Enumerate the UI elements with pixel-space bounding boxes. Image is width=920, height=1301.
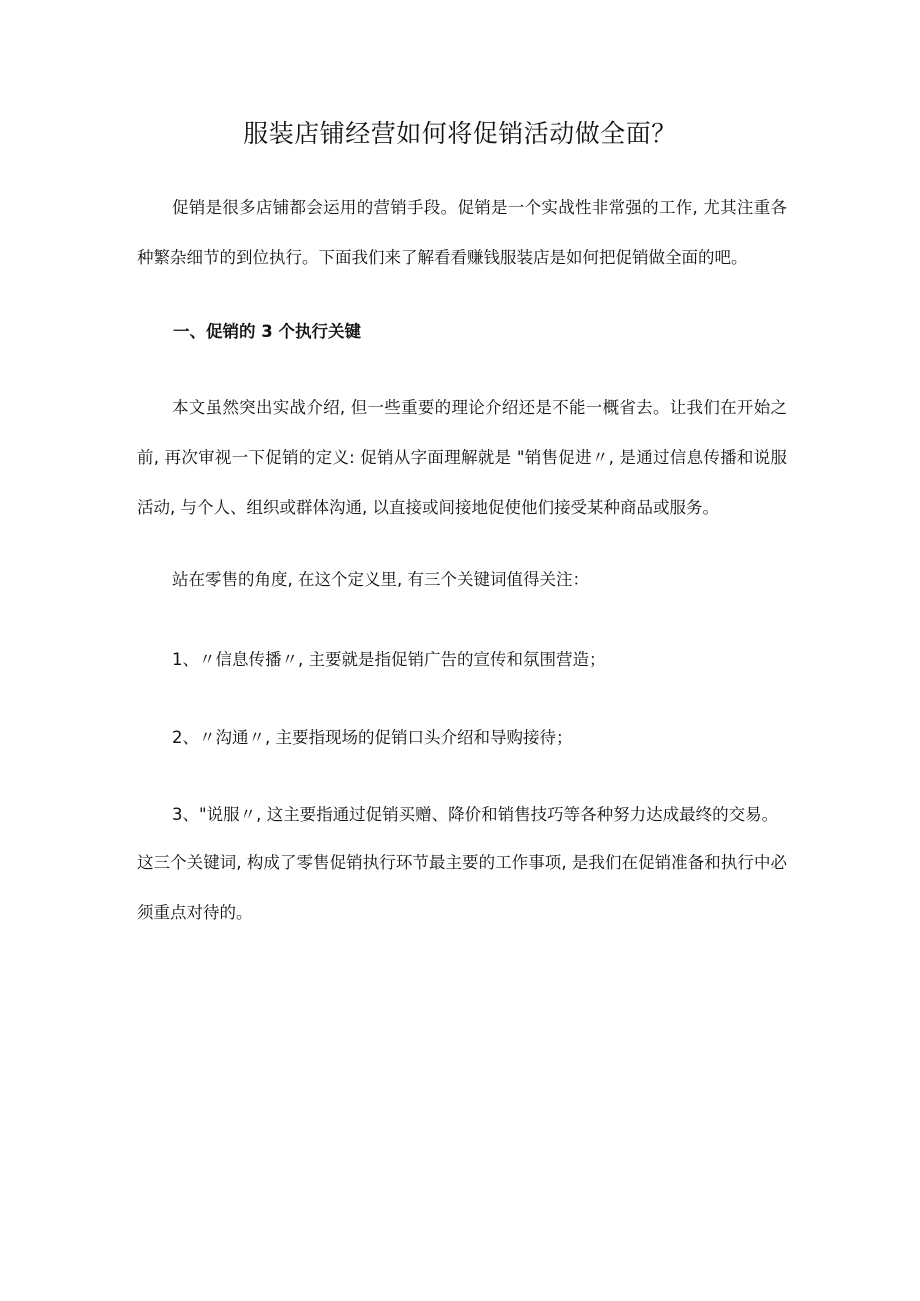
point-one: 1、〃信息传播〃, 主要就是指促销广告的宣传和氛围营造； xyxy=(172,650,606,669)
definition-paragraph: 本文虽然突出实战介绍, 但一些重要的理论介绍还是不能一概省去。让我们在开始之前, 再次审视一下促销的定义: 促销从字面理解就是 "销售促进〃, 是通过信息传播和说服活动, 与个人、组织或群体沟通, 以直接或间接地促使他们接受某种商品或服务。 xyxy=(137,398,787,517)
perspective-paragraph: 站在零售的角度, 在这个定义里, 有三个关键词值得关注： xyxy=(172,570,589,589)
point-three: 3、"说服〃, 这主要指通过促销买赠、降价和销售技巧等各种努力达成最终的交易。 xyxy=(172,805,779,824)
document-title: 服装店铺经营如何将促销活动做全面？ xyxy=(243,119,677,148)
intro-paragraph: 促销是很多店铺都会运用的营销手段。促销是一个实战性非常强的工作, 尤其注重各种繁杂细节的到位执行。下面我们来了解看看赚钱服装店是如何把促销做全面的吧。 xyxy=(137,198,787,267)
conclusion-paragraph: 这三个关键词, 构成了零售促销执行环节最主要的工作事项, 是我们在促销准备和执行中必须重点对待的。 xyxy=(137,853,787,922)
point-two: 2、〃沟通〃, 主要指现场的促销口头介绍和导购接待； xyxy=(172,728,573,747)
section-heading: 一、促销的 3 个执行关键 xyxy=(173,322,361,341)
